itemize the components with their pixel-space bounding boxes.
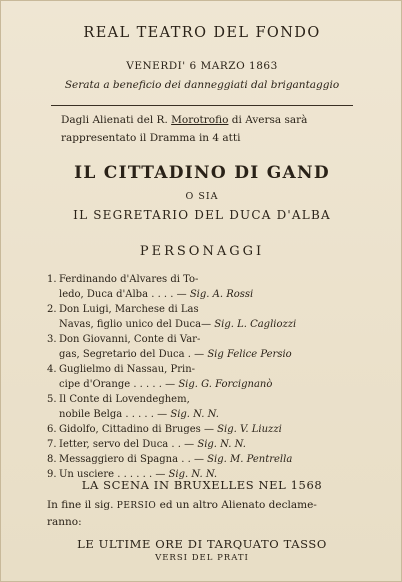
cast-number: 2. <box>47 304 57 315</box>
role-line: Don Luigi, Marchese di Las <box>59 304 199 315</box>
closing-title: LE ULTIME ORE DI TARQUATO TASSO <box>77 537 327 551</box>
role-line: Don Giovanni, Conte di Var- <box>59 334 201 345</box>
actor-name: Sig. V. Liuzzi <box>217 424 282 435</box>
cast-number: 8. <box>47 454 57 465</box>
finale-text-start: In fine il sig. <box>47 499 117 511</box>
play-title: IL CITTADINO DI GAND <box>74 163 330 183</box>
play-subtitle: IL SEGRETARIO DEL DUCA D'ALBA <box>73 208 331 222</box>
cast-number: 7. <box>47 439 57 450</box>
theatre-name: REAL TEATRO DEL FONDO <box>83 25 321 41</box>
cast-number: 1. <box>47 274 57 285</box>
cast-number: 5. <box>47 394 57 405</box>
finale-line-1 <box>47 499 317 511</box>
scene-setting: LA SCENA IN BRUXELLES NEL 1568 <box>81 478 323 492</box>
cast-item <box>47 362 377 392</box>
cast-number: 3. <box>47 334 57 345</box>
personaggi-heading: PERSONAGGI <box>139 244 265 259</box>
cast-item <box>47 452 377 467</box>
role-line: Guglielmo di Nassau, Prin- <box>59 364 196 375</box>
role-line: Messaggiero di Spagna . . — <box>59 454 204 465</box>
role-line: Gidolfo, Cittadino di Bruges — <box>59 424 214 435</box>
title-connector: O SIA <box>185 191 219 202</box>
role-line: Ietter, servo del Duca . . — <box>59 439 195 450</box>
performance-date: VENERDI' 6 MARZO 1863 <box>126 60 278 72</box>
role-line: Un usciere . . . . . . — <box>59 469 166 480</box>
intro-text-end: di Aversa sarà <box>228 114 308 126</box>
actor-name: Sig. M. Pentrella <box>207 454 293 465</box>
cast-item <box>47 332 377 362</box>
finale-line-2: ranno: <box>47 516 82 528</box>
cast-item <box>47 392 377 422</box>
cast-item <box>47 437 377 452</box>
morotrofio-underlined: Morotrofio <box>171 114 229 126</box>
cast-item <box>47 302 377 332</box>
actor-name: Sig. N. N. <box>170 409 219 420</box>
cast-number: 6. <box>47 424 57 435</box>
actor-name: Sig. L. Cagliozzi <box>214 319 297 330</box>
persio-name: PERSIO <box>116 501 157 511</box>
cast-item <box>47 422 377 437</box>
role-line: Navas, figlio unico del Duca— <box>59 319 212 330</box>
finale-text-end: ed un altro Alienato declame- <box>156 499 317 511</box>
role-line: gas, Segretario del Duca . — <box>59 349 205 360</box>
cast-list <box>47 272 377 482</box>
cast-item <box>47 272 377 302</box>
role-line: Il Conte di Lovendeghem, <box>59 394 190 405</box>
role-line: ledo, Duca d'Alba . . . . — <box>59 289 187 300</box>
role-line: Ferdinando d'Alvares di To- <box>59 274 199 285</box>
divider-rule <box>51 105 353 106</box>
actor-name: Sig. G. Forcignanò <box>178 379 273 390</box>
closing-author: VERSI DEL PRATI <box>155 553 249 563</box>
role-line: cipe d'Orange . . . . . — <box>59 379 176 390</box>
benefit-line: Serata a beneficio dei danneggiati dal brigantaggio <box>64 79 340 91</box>
intro-line-2: rappresentato il Dramma in 4 atti <box>61 132 241 144</box>
role-line: nobile Belga . . . . . — <box>59 409 168 420</box>
cast-number: 9. <box>47 469 57 480</box>
actor-name: Sig. N. N. <box>197 439 246 450</box>
actor-name: Sig. N. N. <box>168 469 218 480</box>
actor-name: Sig Felice Persio <box>207 349 292 360</box>
intro-text-start: Dagli Alienati del R. <box>61 114 172 126</box>
actor-name: Sig. A. Rossi <box>189 289 254 300</box>
intro-line-1 <box>61 114 307 126</box>
cast-number: 4. <box>47 364 57 375</box>
